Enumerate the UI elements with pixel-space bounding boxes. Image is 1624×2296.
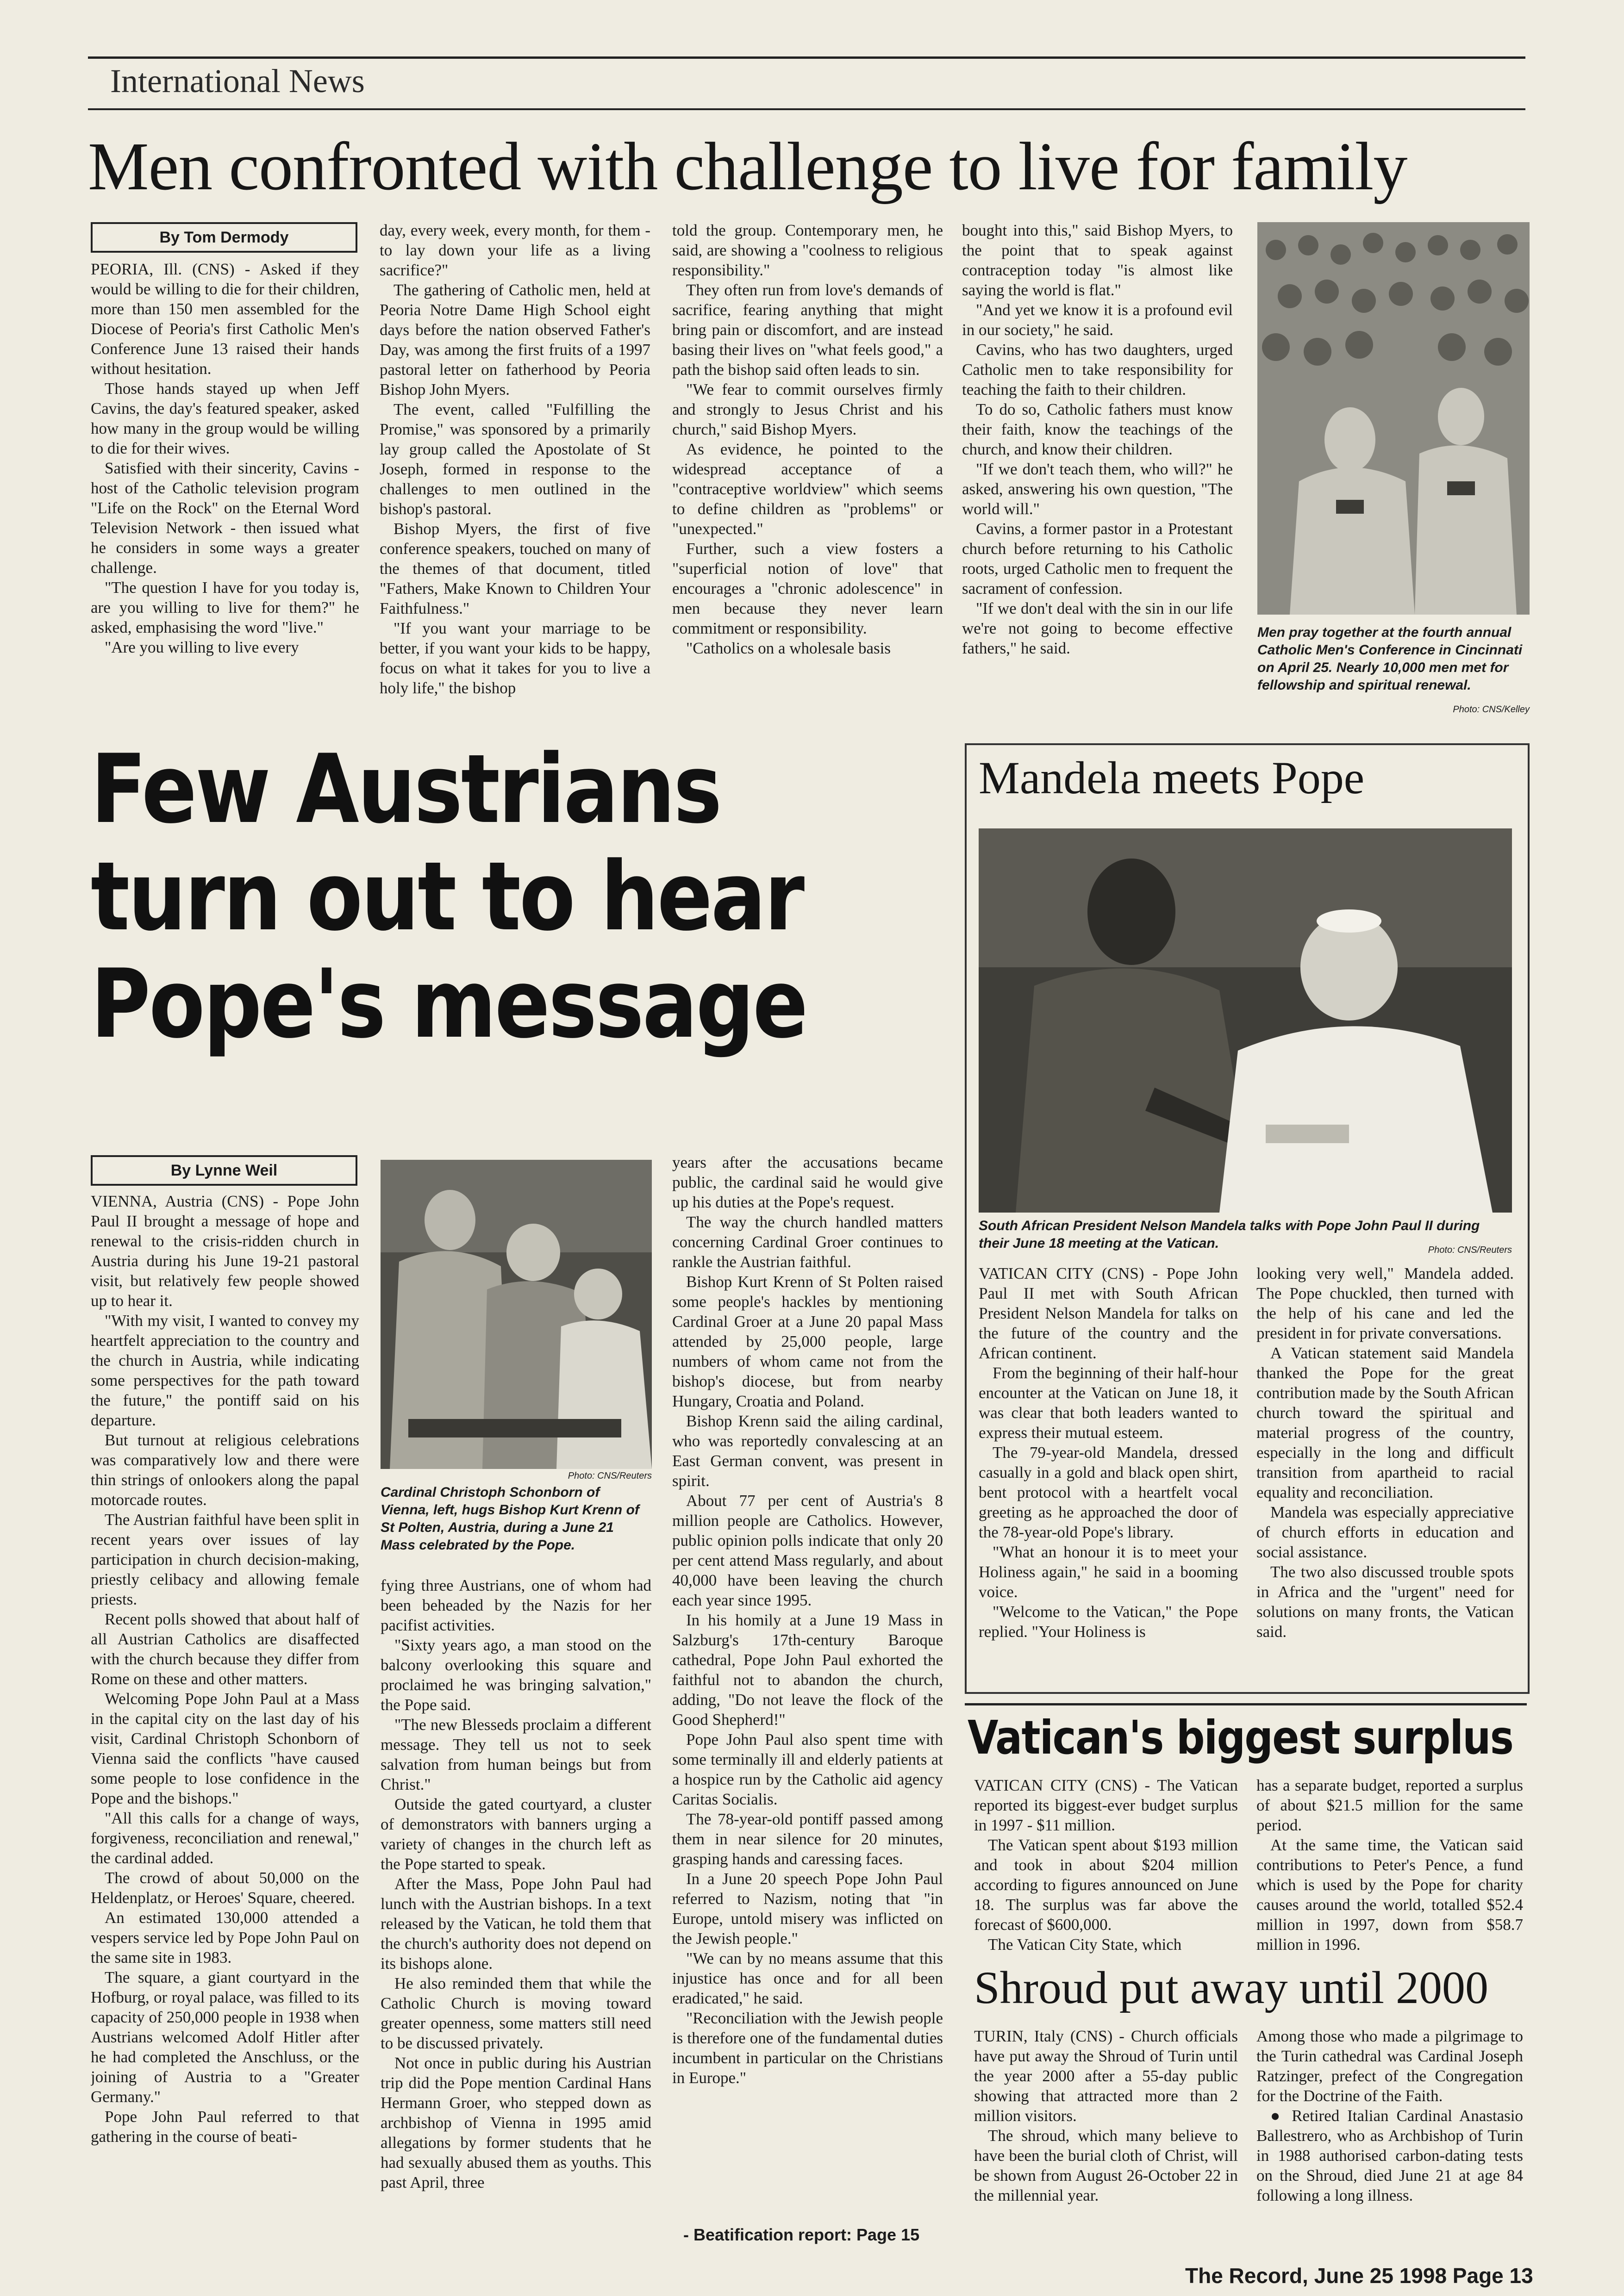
paragraph: "Catholics on a wholesale basis (686, 639, 891, 657)
paragraph: Pope John Paul also spent time with some terminally ill and elderly patients at a hospice run by the Catholic aid agency Caritas Socialis. (672, 1730, 943, 1808)
paragraph: They often run from love's demands of sacrifice, fearing anything that might bring pain or discomfort, and are instead basing their lives on "what feels good," a path the bishop said often leads to sin. (672, 281, 943, 379)
story1-col4 (962, 220, 1233, 727)
photo-mens-conference (1257, 222, 1530, 615)
paragraph: The Vatican City State, which (988, 1935, 1182, 1954)
page-footer: The Record, June 25 1998 Page 13 (1185, 2264, 1533, 2288)
photo-credit: Photo: CNS/Kelley (1453, 704, 1530, 715)
paragraph: Outside the gated courtyard, a cluster of demonstrators with banners urging a variety of changes in the church left as the Pope started to speak. (381, 1795, 651, 1873)
paragraph: "If we don't teach them, who will?" he asked, answering his own question, "The world will." (962, 460, 1233, 518)
headline-line: Pope's message (91, 949, 807, 1059)
paragraph: "What an honour it is to meet your Holiness again," he said in a booming voice. (979, 1543, 1238, 1601)
paragraph: At the same time, the Vatican said contributions to Peter's Pence, a fund which is used by the Pope for charity causes around the world, totalled $52.4 million in 1997, down from $58.7 million in 1996. (1256, 1836, 1523, 1954)
paragraph: "If you want your marriage to be better, if you want your kids to be happy, focus on what it takes for you to live a holy life," the bishop (380, 619, 650, 697)
paragraph: The two also discussed trouble spots in Africa and the "urgent" need for solutions on many fronts, the Vatican said. (1256, 1563, 1514, 1641)
story3-col1 (979, 1263, 1238, 1680)
paragraph: The shroud, which many believe to have been the burial cloth of Christ, will be shown from August 26-October 22 in the millennial year. (974, 2127, 1238, 2204)
story2-col3 (672, 1152, 943, 2222)
paragraph: "The new Blesseds proclaim a different message. They tell us not to seek salvation from human beings but from Christ." (381, 1716, 651, 1793)
paragraph: Bishop Krenn said the ailing cardinal, who was reportedly convalescing at an East German convent, was present in spirit. (672, 1412, 943, 1490)
paragraph: About 77 per cent of Austria's 8 million people are Catholics. However, public opinion polls indicate that only 20 per cent attend Mass regularly, and about 40,000 have been leaving the church each year since 1995. (672, 1492, 943, 1609)
paragraph: has a separate budget, reported a surplus of about $21.5 million for the same period. (1256, 1776, 1523, 1834)
caption-text: South African President Nelson Mandela talks with Pope John Paul II during their June 18 meeting at the Vatican. (979, 1218, 1480, 1251)
paragraph: "Are you willing to live every (105, 638, 299, 656)
paragraph: day, every week, every month, for them - to lay down your life as a living sacrifice?" (380, 221, 650, 279)
paragraph: "With my visit, I wanted to convey my heartfelt appreciation to the country and the church in Austria, while indicating some perspectives for the path toward the future," the pontiff said on his departure. (91, 1312, 359, 1429)
paragraph: Bishop Myers, the first of five conference speakers, touched on many of the themes of that document, titled "Fathers, Make Known to Children Your Faithfulness." (380, 520, 650, 617)
paragraph: Bishop Kurt Krenn of St Polten raised some people's hackles by mentioning Cardinal Groer at a June 20 papal Mass attended by 25,000 people, large numbers of whom came not from the bishop's diocese, but from nearby Hungary, Croatia and Poland. (672, 1273, 943, 1410)
headline-shroud: Shroud put away until 2000 (974, 1962, 1489, 2013)
story1-col3 (672, 220, 943, 727)
story5-col2 (1256, 2026, 1523, 2253)
paragraph: years after the accusations became public, the cardinal said he would give up his duties at the Pope's request. (672, 1153, 943, 1211)
paragraph: Pope John Paul referred to that gathering in the course of beati- (91, 2108, 359, 2146)
paragraph: In a June 20 speech Pope John Paul referred to Nazism, noting that "in Europe, untold misery was inflicted on the Jewish people." (672, 1870, 943, 1948)
caption-mandela-pope (979, 1217, 1512, 1259)
byline-weil: By Lynne Weil (91, 1155, 357, 1186)
paragraph: The gathering of Catholic men, held at Peoria Notre Dame High School eight days before the nation observed Father's Day, was among the first fruits of a 1997 pastoral letter on fatherhood by Peoria Bishop John Myers. (380, 281, 650, 398)
paragraph: Welcoming Pope John Paul at a Mass in the capital city on the last day of his visit, Cardinal Christoph Schonborn of Vienna said the conflicts "have caused some people to lose confidence in the Pope and the bishops." (91, 1690, 359, 1807)
paragraph: "The question I have for you today is, are you willing to live for them?" he asked, emphasising the word "live." (91, 579, 359, 636)
story4-col1 (974, 1775, 1238, 1979)
paragraph: TURIN, Italy (CNS) - Church officials have put away the Shroud of Turin until the year 2000 after a 55-day public showing that attracted more than 2 million visitors. (974, 2027, 1238, 2125)
paragraph: PEORIA, Ill. (CNS) - Asked if they would be willing to die for their children, more than 150 men assembled for the Diocese of Peoria's first Catholic Men's Conference June 13 raised their hands without hesitation. (91, 260, 359, 378)
paragraph: The Vatican spent about $193 million and took in about $204 million according to figures announced on June 18. The surplus was far above the forecast of $600,000. (974, 1836, 1238, 1934)
headline-line: turn out to hear (91, 842, 803, 952)
paragraph: ● Retired Italian Cardinal Anastasio Ballestrero, who as Archbishop of Turin in 1988 authorised carbon-dating tests on the Shroud, died June 21 at age 84 following a long illness. (1256, 2107, 1523, 2204)
rule-surplus (965, 1703, 1527, 1705)
paragraph: The square, a giant courtyard in the Hofburg, or royal palace, was filled to its capacity of 250,000 people in 1938 when Austrians welcomed Adolf Hitler after he had completed the Anschluss, or the joining of Austria to a "Greater Germany." (91, 1968, 359, 2106)
story2-col1 (91, 1191, 359, 2249)
photo-credit: Photo: CNS/Reuters (568, 1471, 652, 1481)
paragraph: "Reconciliation with the Jewish people is therefore one of the fundamental duties incumbent in particular on the Christians in Europe." (672, 2009, 943, 2087)
caption-mens-conference (1257, 624, 1530, 718)
paragraph: VIENNA, Austria (CNS) - Pope John Paul II brought a message of hope and renewal to the crisis-ridden church in Austria during his June 19-21 pastoral visit, but relatively few people showed up to hear it. (91, 1192, 359, 1310)
paragraph: The event, called "Fulfilling the Promise," was sponsored by a primarily lay group called the Apostolate of St Joseph, formed in response to the challenges to men outlined in the bishop's pastoral. (380, 400, 650, 518)
story3-col2 (1256, 1263, 1514, 1680)
paragraph: Further, such a view fosters a "superficial notion of love" that encourages a "chronic adolescence" in men because they never learn commitment or responsibility. (672, 540, 943, 637)
paragraph: VATICAN CITY (CNS) - The Vatican reported its biggest-ever budget surplus in 1997 - $11 million. (974, 1776, 1238, 1834)
headline-line: Few Austrians (91, 734, 721, 845)
paragraph: In his homily at a June 19 Mass in Salzburg's 17th-century Baroque cathedral, Pope John Paul exhorted the faithful not to abandon the church, adding, "Do not leave the flock of the Good Shepherd!" (672, 1611, 943, 1729)
section-label: International News (110, 62, 365, 100)
headline-vatican-surplus: Vatican's biggest surplus (968, 1711, 1513, 1765)
paragraph: "Sixty years ago, a man stood on the balcony overlooking this square and proclaimed he was bringing salvation," the Pope said. (381, 1636, 651, 1714)
story1-col2 (380, 220, 650, 727)
paragraph: bought into this," said Bishop Myers, to the point that to speak against contraception today "is almost like saying the world is flat." (962, 221, 1233, 299)
paragraph: Cavins, a former pastor in a Protestant church before returning to his Catholic roots, urged Catholic men to frequent the sacrament of confession. (962, 520, 1233, 597)
paragraph: told the group. Contemporary men, he said, are showing a "coolness to religious responsibility." (672, 221, 943, 279)
paragraph: Mandela was especially appreciative of church efforts in education and social assistance. (1256, 1503, 1514, 1561)
story5-col1 (974, 2026, 1238, 2253)
headline-few-austrians (91, 736, 970, 1058)
headline-mandela: Mandela meets Pope (979, 752, 1365, 803)
headline-men-family: Men confronted with challenge to live for family (88, 129, 1407, 205)
section-rule (88, 108, 1525, 110)
caption-text: Men pray together at the fourth annual Catholic Men's Conference in Cincinnati on April 25. Nearly 10,000 men met for fellowship and spiritual renewal. (1257, 625, 1523, 693)
paragraph: A Vatican statement said Mandela thanked the Pope for the great contribution made by the South African church toward the spiritual and material progress of the country, especially in the long and difficult transition from apartheid to racial equality and reconciliation. (1256, 1344, 1514, 1501)
paragraph: The Austrian faithful have been split in recent years over issues of lay participation in church decision-making, priestly celibacy and allowing female priests. (91, 1511, 359, 1608)
photo-mandela-pope (979, 828, 1512, 1213)
paragraph: Cavins, who has two daughters, urged Catholic men to take responsibility for teaching the faith to their children. (962, 341, 1233, 398)
paragraph: To do so, Catholic fathers must know their faith, know the teachings of the church, and know their children. (962, 400, 1233, 458)
story2-col2 (381, 1575, 651, 2249)
paragraph: looking very well," Mandela added. The Pope chuckled, then turned with the help of his cane and led the president in for private conversations. (1256, 1264, 1514, 1342)
paragraph: The crowd of about 50,000 on the Heldenplatz, or Heroes' Square, cheered. (91, 1869, 359, 1907)
paragraph: "Welcome to the Vatican," the Pope replied. "Your Holiness is (979, 1603, 1238, 1641)
paragraph: Those hands stayed up when Jeff Cavins, the day's featured speaker, asked how many in the group would be willing to die for their wives. (91, 380, 359, 457)
paragraph: He also reminded them that while the Catholic Church is moving toward greater openness, some matters still need to be discussed privately. (381, 1974, 651, 2052)
photo-schonborn-krenn (381, 1160, 652, 1469)
paragraph: As evidence, he pointed to the widespread acceptance of a "contraceptive worldview" which seems to define children as "problems" or "unexpected." (672, 440, 943, 538)
paragraph: fying three Austrians, one of whom had been beheaded by the Nazis for her pacifist activities. (381, 1576, 651, 1634)
paragraph: Recent polls showed that about half of all Austrian Catholics are disaffected with the church because they differ from Rome on these and other matters. (91, 1610, 359, 1688)
paragraph: "We fear to commit ourselves firmly and strongly to Jesus Christ and his church," said Bishop Myers. (672, 380, 943, 438)
story1-col1 (91, 259, 359, 727)
paragraph: Satisfied with their sincerity, Cavins - host of the Catholic television program "Life on the Rock" on the Eternal Word Television Network - then issued what he considers in some ways a greater challenge. (91, 459, 359, 577)
paragraph: After the Mass, Pope John Paul had lunch with the Austrian bishops. In a text released by the Vatican, he told them that the church's authority does not depend on its bishops alone. (381, 1875, 651, 1972)
paragraph: Among those who made a pilgrimage to the Turin cathedral was Cardinal Joseph Ratzinger, prefect of the Congregation for the Doctrine of the Faith. (1256, 2027, 1523, 2105)
paragraph: "If we don't deal with the sin in our life we're not going to become effective fathers," he said. (962, 599, 1233, 657)
photo-credit: Photo: CNS/Reuters (1428, 1245, 1512, 1255)
paragraph: "All this calls for a change of ways, forgiveness, reconciliation and renewal," the cardinal added. (91, 1809, 359, 1867)
caption-schonborn-krenn: Cardinal Christoph Schonborn of Vienna, left, hugs Bishop Kurt Krenn of St Polten, Austria, during a June 21 Mass celebrated by the Pope. (381, 1485, 639, 1553)
paragraph: From the beginning of their half-hour encounter at the Vatican on June 18, it was clear that both leaders wanted to express their mutual esteem. (979, 1364, 1238, 1442)
paragraph: An estimated 130,000 attended a vespers service led by Pope John Paul on the same site in 1983. (91, 1909, 359, 1966)
paragraph: VATICAN CITY (CNS) - Pope John Paul II met with South African President Nelson Mandela for talks on the future of the country and the African continent. (979, 1264, 1238, 1362)
paragraph: The 79-year-old Mandela, dressed casually in a gold and black open shirt, bent protocol with a heartfelt vocal greeting as he approached the door of the 78-year-old Pope's library. (979, 1444, 1238, 1541)
top-rule (88, 56, 1525, 59)
paragraph: The way the church handled matters concerning Cardinal Groer continues to rankle the Austrian faithful. (672, 1213, 943, 1271)
paragraph: Not once in public during his Austrian trip did the Pope mention Cardinal Hans Hermann Groer, who stepped down as archbishop of Vienna in 1995 amid allegations by former students that he had sexually abused them as youths. This past April, three (381, 2054, 651, 2191)
paragraph: The 78-year-old pontiff passed among them in near silence for 20 minutes, grasping hands and caressing faces. (672, 1810, 943, 1868)
paragraph: "And yet we know it is a profound evil in our society," he said. (962, 301, 1233, 339)
paragraph: "We can by no means assume that this injustice has once and for all been eradicated," he said. (672, 1949, 943, 2007)
byline-dermody: By Tom Dermody (91, 222, 357, 253)
jump-line: - Beatification report: Page 15 (683, 2225, 920, 2244)
paragraph: But turnout at religious celebrations was comparatively low and there were thin strings of onlookers along the papal motorcade routes. (91, 1431, 359, 1509)
story4-col2 (1256, 1775, 1523, 1979)
